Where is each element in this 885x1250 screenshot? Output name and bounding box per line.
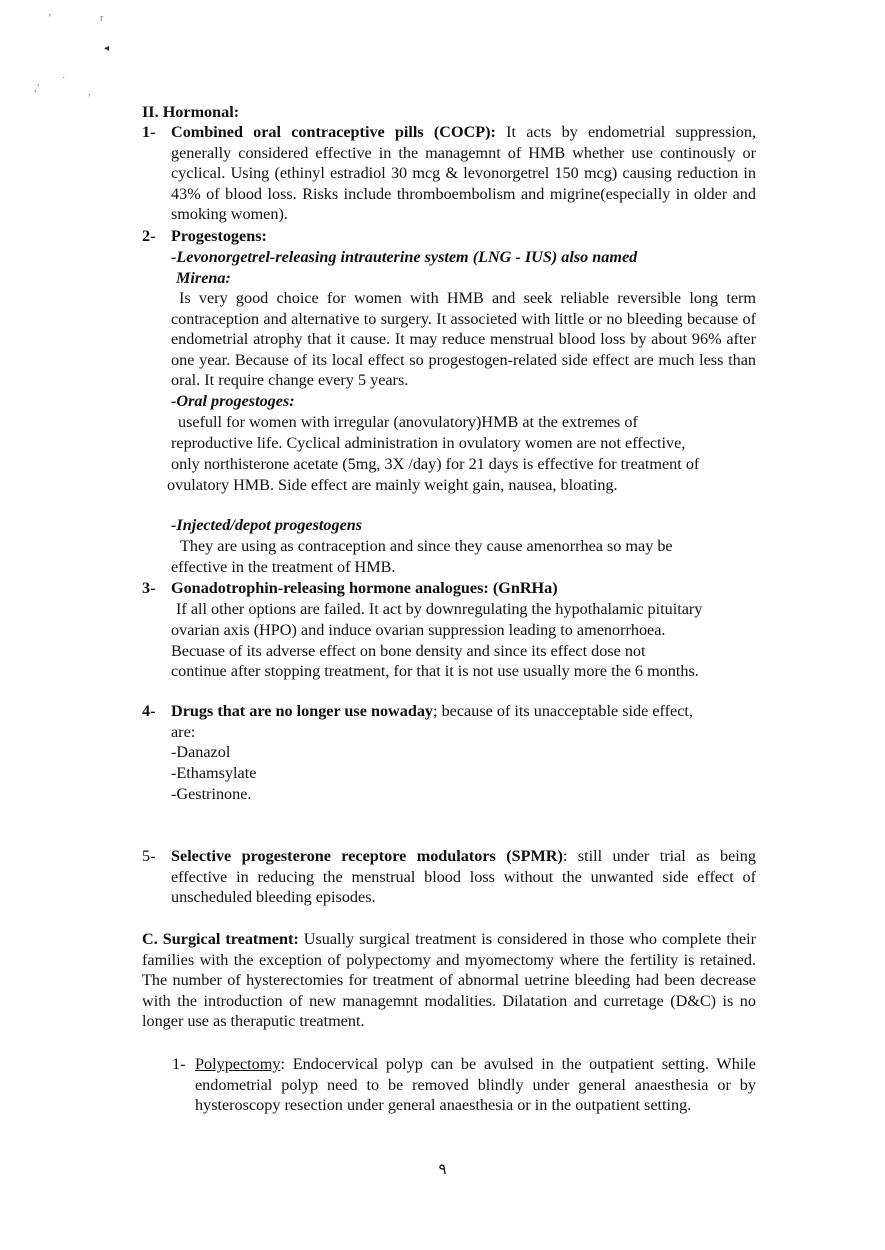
item-title: Selective progesterone receptore modulators (SPMR) [171, 847, 563, 865]
text-line: ovarian axis (HPO) and induce ovarian suppression leading to amenorrhoea. [171, 621, 666, 639]
text-line: They are using as contraception and since they cause amenorrhea so may be [180, 537, 673, 555]
scan-mark: r [100, 13, 104, 24]
text-line: Becuase of its adverse effect on bone density and since its effect dose not [171, 642, 646, 660]
section-heading: II. Hormonal: [142, 103, 240, 121]
scan-mark: , [88, 87, 91, 98]
item-number: 2- [142, 227, 156, 245]
item-number: 5- [142, 847, 156, 865]
drug-list-item: -Ethamsylate [171, 764, 257, 782]
section-text: Usually surgical treatment is considered in those who complete their families with the exception of polypectomy and myomectomy where the fertility is retained. The number of hysterectomies for treatment of abnormal uetrine bleeding had been decrease with the introduction of new managemnt modalities. Dilatation and curretage (D&C) is no longer use as theraputic treatment. [142, 930, 756, 1031]
page-number: ٩ [438, 1162, 447, 1178]
subheading-lng-ius: -Levonorgetrel-releasing intrauterine system (LNG - IUS) also named [171, 248, 638, 266]
text-line: If all other options are failed. It act by downregulating the hypothalamic pituitary [176, 600, 703, 618]
item-text: It acts by endometrial suppression, generally considered effective in the managemnt of HMB whether use continously or cyclical. Using (ethinyl estradiol 30 mcg & levonorgetrel 150 mcg) causing reduction in 43% of blood loss. Risks include thromboembolism and migrine(especially in older and smoking women). [171, 123, 756, 224]
text-line: effective in the treatment of HMB. [171, 558, 396, 576]
item-text: ; because of its unacceptable side effect, [433, 702, 693, 720]
subheading-injected-progestogens: -Injected/depot progestogens [171, 516, 363, 534]
item-polypectomy [195, 1054, 756, 1116]
item-title: Gonadotrophin-releasing hormone analogues: (GnRHa) [171, 579, 558, 597]
subheading-oral-progestogens: -Oral progestoges: [171, 392, 295, 410]
scan-mark: ◂ [104, 43, 110, 54]
item-title: Polypectomy [195, 1055, 281, 1073]
item-number: 1- [142, 123, 156, 141]
surgical-treatment-paragraph [142, 929, 756, 1032]
item-cocp [171, 122, 756, 225]
lng-ius-text: Is very good choice for women with HMB and seek reliable reversible long term contraception and alternative to surgery. It associeted with little or no bleeding because of endometrial atrophy that it cause. It may reduce menstrual blood loss by about 96% after one year. Because of its local effect so progestogen-related side effect are much less than oral. It require change every 5 years. [171, 289, 756, 390]
scan-mark: ,’ [34, 83, 40, 94]
scan-mark: · [62, 73, 66, 84]
text-line: reproductive life. Cyclical administration in ovulatory women are not effective, [171, 434, 686, 452]
scan-mark: ’ [48, 13, 52, 24]
drug-list-item: -Danazol [171, 743, 231, 761]
item-text: : still under trial as being effective in reducing the menstrual blood loss without the unwanted side effect of unscheduled bleeding episodes. [171, 847, 756, 907]
item-number: 4- [142, 702, 156, 720]
item-number: 1- [172, 1055, 186, 1073]
item-title: Progestogens: [171, 227, 267, 245]
drug-list-item: -Gestrinone. [171, 785, 252, 803]
item-spmr [171, 846, 756, 908]
item-text: : Endocervical polyp can be avulsed in the outpatient setting. While endometrial polyp need to be removed blindly under general anaesthesia or by hysteroscopy resection under general anaesthesia or in the outpatient setting. [195, 1055, 756, 1115]
text-line: only northisterone acetate (5mg, 3X /day) for 21 days is effective for treatment of [171, 455, 700, 473]
item-title: Combined oral contraceptive pills (COCP): [171, 123, 496, 141]
text-line: usefull for women with irregular (anovulatory)HMB at the extremes of [178, 413, 638, 431]
text-line: ovulatory HMB. Side effect are mainly weight gain, nausea, bloating. [167, 476, 618, 494]
item-discontinued-drugs [171, 701, 756, 722]
item-title: Drugs that are no longer use nowaday [171, 702, 434, 720]
text-line: continue after stopping treatment, for that it is not use usually more the 6 months. [171, 662, 699, 680]
text-line: are: [171, 723, 196, 741]
subheading-mirena: Mirena: [176, 269, 231, 287]
item-number: 3- [142, 579, 156, 597]
section-title: C. Surgical treatment: [142, 930, 299, 948]
